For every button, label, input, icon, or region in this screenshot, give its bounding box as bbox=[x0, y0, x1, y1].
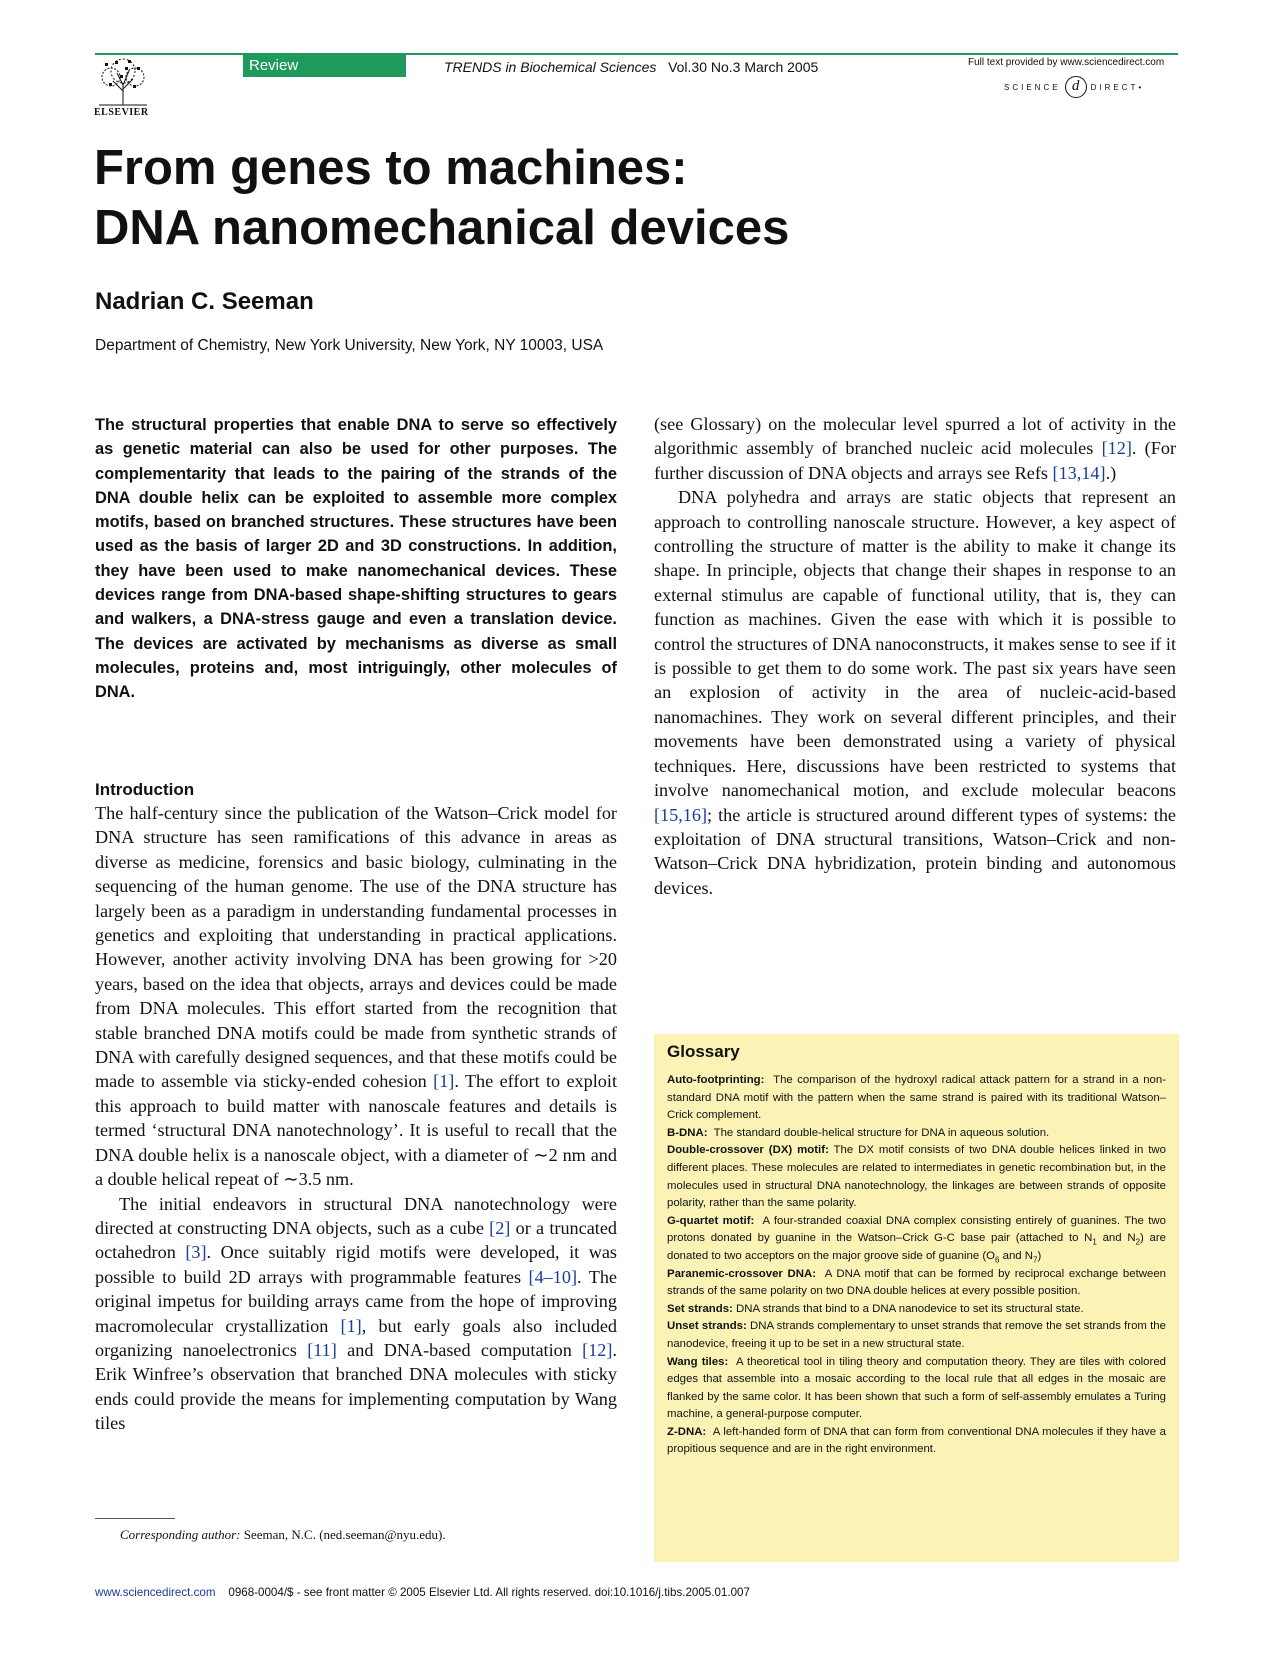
glossary-entry: Z-DNA: A left-handed form of DNA that can form from conventional DNA molecules if they have a propitious sequence and are in the right environment. bbox=[667, 1425, 1166, 1456]
section-tag: Review bbox=[243, 55, 406, 77]
citation-link[interactable]: [12] bbox=[1101, 438, 1132, 459]
citation-link[interactable]: [1] bbox=[340, 1315, 362, 1336]
volume-info: Vol.30 No.3 March 2005 bbox=[668, 59, 819, 75]
title-line-1: From genes to machines: bbox=[94, 141, 688, 195]
citation-link[interactable]: [3] bbox=[185, 1242, 207, 1263]
sciencedirect-link[interactable]: www.sciencedirect.com bbox=[95, 1586, 216, 1599]
footnote-rule bbox=[95, 1518, 175, 1519]
glossary-entry: G-quartet motif: A four-stranded coaxial DNA complex consisting entirely of guanines. The two protons donated by guanine in the Watson–Crick G-C base pair (attached to $N_1$ and $N_2$) are donated to two acceptors on the major groove side of guanine ($O_6$ and $N_7$) bbox=[667, 1214, 1166, 1265]
page-footer bbox=[95, 1586, 750, 1599]
glossary-entry: Wang tiles: A theoretical tool in tiling theory and computation theory. They are tiles with colored edges that assemble into a mosaic according to the local rule that all edges in the mosaic are flanked by the same color. It has been shown that such a form of self-assembly emulates a Turing machine, a general-purpose computer. bbox=[667, 1355, 1166, 1421]
glossary-entry: B-DNA: The standard double-helical structure for DNA in aqueous solution. bbox=[667, 1126, 1050, 1139]
citation-link[interactable]: [15,16] bbox=[654, 804, 708, 825]
glossary-box bbox=[654, 1034, 1179, 1562]
glossary-entry: Paranemic-crossover DNA: A DNA motif that can be formed by reciprocal exchange between strands of the same polarity on two DNA double helices at every possible position. bbox=[667, 1267, 1166, 1298]
sciencedirect-logo[interactable]: SCIENCE d DIRECT• bbox=[1004, 76, 1144, 98]
author-name: Nadrian C. Seeman bbox=[95, 288, 314, 315]
citation-link[interactable]: [1] bbox=[433, 1071, 455, 1092]
citation-link[interactable]: [11] bbox=[307, 1339, 337, 1360]
intro-paragraph-2: The initial endeavors in structural DNA nanotechnology were directed at constructing DNA objects, such as a cube [2] or a truncated octahedron [3]. Once suitably rigid motifs were developed, it was possible to build 2D arrays with programmable features [4–10]. The original impetus for building arrays came from the hope of improving macromolecular crystallization [1], but early goals also included organizing nanoelectronics [11] and DNA-based computation [12]. Erik Winfree’s observation that branched DNA molecules with sticky ends could provide the means for implementing computation by Wang tiles bbox=[95, 1193, 617, 1434]
glossary-entry: Auto-footprinting: The comparison of the hydroxyl radical attack pattern for a strand in a non-standard DNA motif with the pattern when the same strand is paired with its traditional Watson–Crick complement. bbox=[667, 1074, 1167, 1122]
title-line-2: DNA nanomechanical devices bbox=[94, 201, 790, 255]
abstract: The structural properties that enable DNA to serve so effectively as genetic material can also be used for other purposes. The complementarity that leads to the pairing of the strands of the DNA double helix can be exploited to assemble more complex motifs, based on branched structures. These structures have been used as the basis of larger 2D and 3D constructions. In addition, they have been used to make nanomechanical devices. These devices range from DNA-based shape-shifting structures to gears and walkers, a DNA-stress gauge and even a translation device. The devices are activated by mechanisms as diverse as small molecules, proteins and, most intriguingly, other molecules of DNA. bbox=[95, 416, 617, 702]
citation-link[interactable]: [12] bbox=[582, 1339, 613, 1360]
intro-paragraph-1: The half-century since the publication of the Watson–Crick model for DNA structure has seen ramifications of this advance in areas as diverse as medicine, forensics and basic biology, culminating in the sequencing of the human genome. The use of the DNA structure has largely been as a paradigm in understanding fundamental processes in genetics and exploiting that understanding in practical applications. However, another activity involving DNA has been growing for >20 years, based on the idea that objects, arrays and devices could be made from DNA molecules. This effort started from the recognition that stable branched DNA motifs could be made from synthetic strands of DNA with carefully designed sequences, and that these motifs could be made to assemble via sticky-ended cohesion [1]. The effort to exploit this approach to build matter with nanoscale features and details is termed ‘structural DNA nanotechnology’. It is useful to recall that the DNA double helix is a nanoscale object, with a diameter of ∼2 nm and a double helical repeat of ∼3.5 nm. bbox=[95, 803, 617, 1190]
fulltext-note[interactable]: Full text provided by www.sciencedirect.com bbox=[968, 57, 1165, 68]
right-paragraph-2: DNA polyhedra and arrays are static objects that represent an approach to controlling nanoscale structure. However, a key aspect of controlling the structure of matter is the ability to make it change its shape. In principle, objects that change their shapes in response to an external stimulus are capable of functional utility, that is, they can function as machines. Given the ease with which it is possible to control the structures of DNA nanoconstructs, it makes sense to see if it is possible to get them to do some work. The past six years have seen an explosion of activity in the area of nucleic-acid-based nanomachines. They work on several different principles, and their movements have been demonstrated using a variety of physical techniques. Here, discussions have been restricted to systems that involve nanomechanical motion, and exclude molecular beacons [15,16]; the article is structured around different types of systems: the exploitation of DNA structural transitions, Watson–Crick and non-Watson–Crick DNA hybridization, protein binding and autonomous devices. bbox=[654, 487, 1176, 898]
glossary-entry: Double-crossover (DX) motif: The DX motif consists of two DNA double helices linked in two different places. These molecules are related to intermediates in genetic recombination but, in the molecules used in structural DNA nanotechnology, the linkages are between strands of opposite polarity, rather than the same polarity. bbox=[667, 1144, 1166, 1210]
article-title bbox=[94, 138, 994, 258]
journal-citation bbox=[444, 59, 818, 75]
elsevier-logo-text: ELSEVIER bbox=[94, 107, 149, 118]
copyright-doi: 0968-0004/$ - see front matter © 2005 Elsevier Ltd. All rights reserved. doi:10.1016/j.tibs.2005.01.007 bbox=[228, 1586, 750, 1599]
citation-link[interactable]: [2] bbox=[489, 1217, 511, 1238]
right-column-body bbox=[654, 412, 1176, 900]
glossary-title: Glossary bbox=[667, 1042, 740, 1061]
corresponding-author-footnote: Corresponding author: Seeman, N.C. (ned.seeman@nyu.edu). bbox=[120, 1527, 446, 1542]
citation-link[interactable]: [13,14] bbox=[1052, 462, 1106, 483]
introduction-heading: Introduction bbox=[95, 780, 195, 799]
introduction-body bbox=[95, 801, 617, 1436]
journal-name: TRENDS in Biochemical Sciences bbox=[444, 59, 657, 75]
right-paragraph-1: (see Glossary) on the molecular level spurred a lot of activity in the algorithmic assembly of branched nucleic acid molecules [12]. (For further discussion of DNA objects and arrays see Refs [13,14].) bbox=[654, 414, 1177, 483]
sciencedirect-d-icon: d bbox=[1065, 76, 1087, 98]
citation-link[interactable]: [4–10] bbox=[528, 1266, 578, 1287]
glossary-entry: Unset strands: DNA strands complementary to unset strands that remove the set strands from the nanodevice, freeing it up to be set in a new structural state. bbox=[667, 1320, 1166, 1350]
glossary-entry: Set strands: DNA strands that bind to a DNA nanodevice to set its structural state. bbox=[667, 1302, 1084, 1315]
author-affiliation: Department of Chemistry, New York University, New York, NY 10003, USA bbox=[95, 337, 604, 354]
